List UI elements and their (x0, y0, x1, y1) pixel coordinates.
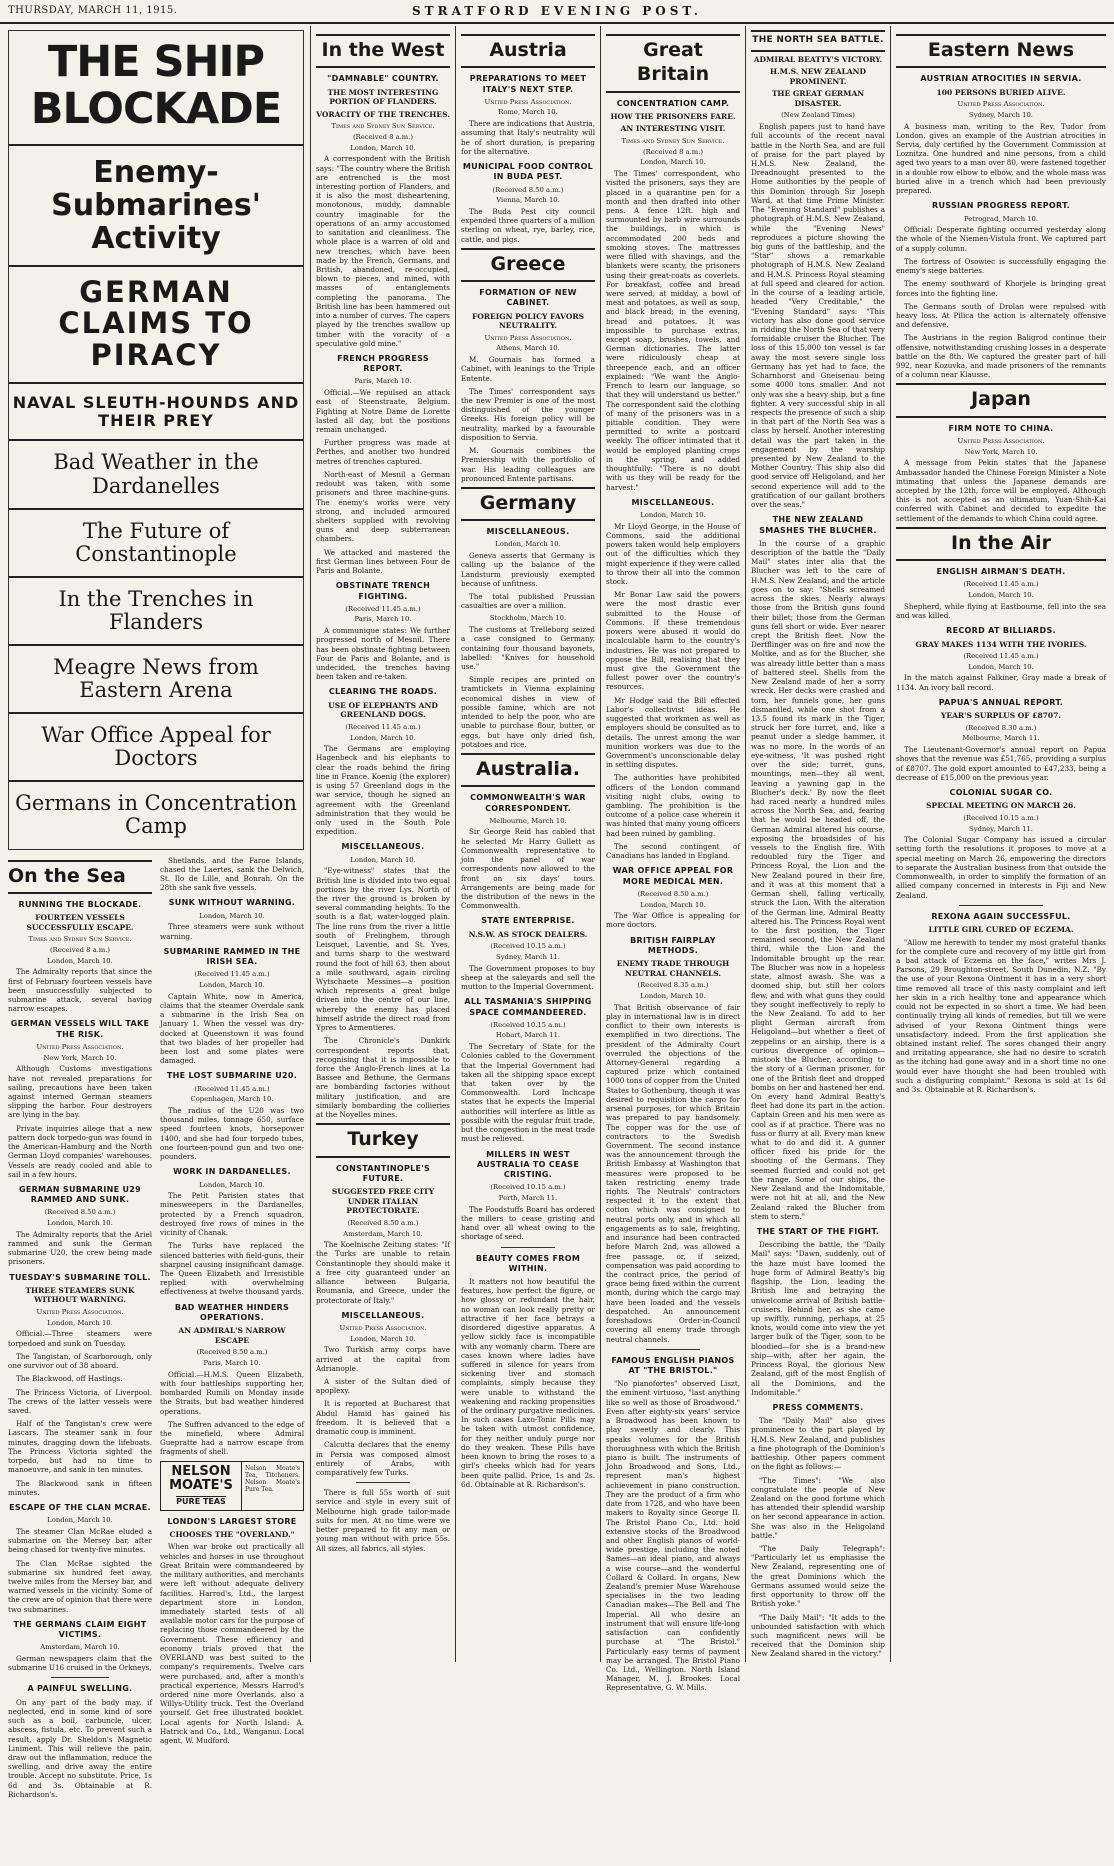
paper-title: STRATFORD EVENING POST. (412, 4, 702, 18)
headline: SUBMARINE RAMMED IN THE IRISH SEA. (163, 946, 301, 967)
paragraph: The steamer Clan McRae eluded a submarine on the Mersey bar, after being chased for twenty-five minutes. (8, 1526, 152, 1555)
dateline: Sydney, March 11. (969, 824, 1033, 833)
headline-box (8, 30, 304, 850)
dateline: Perth, March 11. (498, 1193, 558, 1202)
source-line: United Press Association. (957, 100, 1045, 109)
paragraph: "The Daily Mail": "It adds to the unbounded satisfaction with which such magnificent news will be received that the Dominion ship New Zealand shared in the victory." (751, 1612, 885, 1659)
paragraph: The Austrians in the region Baligrod continue their offensive, notwithstanding crushing losses in a desperate battle on the 8th. We captured the greater part of hill 992, near Kozuvka, and made prisoners of the remnants of a column near Klausse. (896, 333, 1106, 380)
received-line: (Received 11.45 a.m.) (194, 1084, 270, 1093)
ad-headline: LONDON'S LARGEST STORE (167, 1516, 297, 1526)
headline-7: In the Trenches in Flanders (9, 578, 303, 646)
divider (646, 1349, 700, 1350)
dateline: London, March 10. (640, 158, 706, 167)
ad-subheadline: CHOOSES THE "OVERLAND." (169, 1529, 295, 1539)
dateline: London, March 10. (968, 662, 1034, 671)
logo-line: MOATE'S (169, 1478, 233, 1494)
ad-paragraph: "Allow me herewith to tender my most grateful thanks for the complete cure and recovery of my little girl from a bad attack of Eczema on the face," writes Mrs J. Parsons, 29 Broughton-street, South Dunedin, N.Z. "By the use of your Rexona Ointment it has in a very short time removed all trace of this nasty complaint and left her skin in a rich healthy tone and appearance which could not be expected in so short a time. We had been continually trying all kinds of remedies, but till we were advised of your Rexona Ointment things were unsatisfactory indeed. From the first application she obtained instant relief. The sores changed their angry and irritating appearance, she had no desire to scratch as the itching had gone away and in a short time no one would ever have thought she had been troubled with such a disfiguring complaint." Rexona is sold at 1s 6d and 3s. Obtainable at R. Richardson's. (896, 937, 1106, 1095)
headline: THE START OF THE FIGHT. (756, 1227, 880, 1237)
main-headline: THE SHIP BLOCKADE (9, 31, 303, 146)
dateline: London, March 10. (47, 956, 113, 965)
subheadline: HOW THE PRISONERS FARE. (610, 111, 736, 121)
paragraph: The Times' correspondent says the new Premier is one of the most distinguished of the younger Greeks. His foreign policy will be neutrality, marked by a favourable disposition to Servia. (461, 386, 595, 442)
column-north-sea (751, 30, 885, 1662)
paragraph: There are indications that Austria, assuming that Italy's neutrality will be of short duration, is preparing for the alternative. (461, 119, 595, 156)
front-column (8, 30, 304, 1799)
paragraph: The Suffren advanced to the edge of the minefield, where Admiral Guepratte had a narrow escape from fragments of shell. (160, 1419, 304, 1457)
paragraph: The Tangistan, of Scarborough, only one survivor out of 38 aboard. (8, 1351, 152, 1371)
dateline: Melbourne, March 10. (489, 816, 567, 825)
headline: WORK IN DARDANELLES. (173, 1167, 291, 1177)
subheadline: ENEMY TRADE THROUGH NEUTRAL CHANNELS. (616, 959, 730, 978)
ad-headline: A PAINFUL SWELLING. (27, 1684, 133, 1694)
logo-line: PURE TEAS (176, 1496, 226, 1506)
dateline: Paris, March 10. (203, 1359, 261, 1367)
dateline: London, March 10. (199, 980, 265, 989)
headline: THE LOST SUBMARINE U20. (166, 1071, 298, 1081)
paragraph: Two Turkish army corps have arrived at the capital from Adrianople. (316, 1345, 450, 1373)
dateline: London, March 10. (350, 1334, 416, 1343)
headline: BRITISH FAIRPLAY METHODS. (630, 935, 716, 955)
section-in-the-west: In the West (316, 34, 450, 68)
headline: COLONIAL SUGAR CO. (949, 788, 1053, 797)
subheadline: AN ADMIRAL'S NARROW ESCAPE (178, 1326, 286, 1345)
headline: PREPARATIONS TO MEET ITALY'S NEXT STEP. (469, 74, 587, 94)
paragraph: Shepherd, while flying at Eastbourne, fell into the sea and was killed. (896, 601, 1106, 621)
received-line: (Received 8.30 a.m.) (965, 723, 1037, 732)
paragraph: The Koelnische Zeitung states: "If the Turks are unable to retain Constantinople they should make it a free city guaranteed under an alliance between Bulgaria, Roumania, and Greece, under the protectorate of Italy." (316, 1240, 450, 1305)
paragraph: The Germans are employing Hagenbeck and his elephants to clear the roads behind the firing line in France. Koenig (the explorer) is using 57 Greenland dogs in the war service, though he signed an agreement with the Greenland administration that they would be only used in the South Pole expedition. (316, 744, 450, 837)
dateline: New York, March 10. (964, 447, 1038, 456)
received-line: (Received 11.45 a.m.) (345, 722, 421, 731)
paragraph: A business man, writing to the Rev. Tudor from London, gives an example of the Austrian atrocities in Servia, duly certified by the Government Commission at Loznitza. One hundred and nine persons, from a child aged two years to a man over 80, were fastened together in a double row elbow to elbow, and the whole mass was buried alive in a trench which had been previously prepared. (896, 121, 1106, 196)
headline-10: Germans in Concentration Camp (15, 791, 297, 839)
subheadline: THREE STEAMERS SUNK WITHOUT WARNING. (25, 1285, 135, 1305)
section-on-the-sea: On the Sea (8, 860, 152, 894)
paragraph: The Petit Parisien states that minesweepers in the Dardanelles, protected by a French squadron, destroyed five rows of mines in the vicinity of Chanak. (160, 1191, 304, 1238)
paragraph: In the course of a graphic description of the battle the "Daily Mail" states inter alia that the Blucher was left to the care of H.M.S. New Zealand, and the article goes on to say: "Shells screamed across the skies. Nearly always those from the British guns found their billet; those from the German guns fell short or wide. Ever nearer crept the British fleet. Now the Derfflinger was on fire and now the Moltke, and as for the Blucher, she was already little better than a mass of battered steel. Shells from the New Zealand made of her a sorry wreck. Her decks were crashed and torn, her funnels gone, her guns dismantled, while one shot from a 13.5 found its mark in the Tiger, struck her fore turret, and, like a peanut under a sledge hammer, it was no more. In the words of an eye-witness, 'It was pushed right over the side; turret, guns, mountings, men—they all went, leaving a yawning gap in the Blucher's deck.' By now the fleet had raced nearly a hundred miles across the North Sea, and, fearing that he would be headed off, the German Admiral altered his course, exposing the broadsides of his vessels to the English fire. With redoubled fury the Tiger and Princess Royal, the Lion and the New Zealand poured in their fire, and it was at this moment that a German shell, falling vertically, struck the Lion. With the alteration of the German line, Admiral Beatty altered his. The Princess Royal went to the first position, the Tiger remained second, the New Zealand third, while the Lion and the Indomitable brought up the rear. The Blucher was now in a hopeless state, almost awash. She was a doomed ship, but still her colors flew, and with what guns they could they sought ineffectively to reply to the New Zealand. To add to her plight German aircraft from Heligoland—but whether a fleet of zeppelins or an airship, there is a curious divergence of opinion—mistook the Blucher, according to the story of a German prisoner, for one of the British fleet and dropped bombs on her and hastened her end. On every hand Admiral Beatty's fleet had done its part in the action. Captain Green and his men were as cool as if at practice. There was no fuss or flurry at all. Every man knew what to do and did it. A gunner officer fixed his pride for the shooting of the Germans. They seemed flurried and could not get the range. Some of our ships, the New Zealand and the Indomitable, were not hit at all, and the New Zealand raked the Blucher from stem to stern." (751, 538, 885, 1221)
headline: MISCELLANEOUS. (486, 527, 570, 537)
source-line: United Press Association. (36, 1308, 124, 1317)
received-line: (Received 8.50 a.m.) (196, 1348, 268, 1357)
dateline: London, March 10. (47, 1516, 113, 1525)
ad-subheadline: LITTLE GIRL CURED OF ECZEMA. (928, 924, 1074, 934)
paragraph: Further progress was made at Perthes, and another two hundred metres of trenches captured. (316, 438, 450, 466)
paragraph: The Admiralty reports that since the first of February fourteen vessels have been unsuccessfully subjected to submarine attack, several having narrow escapes. (8, 967, 152, 1014)
ad-paragraph: On any part of the body may, if neglected, end in some kind of sore such as a boil, carbuncle, ulcer, abscess, fistula, etc. To prevent such a result, apply Dr. Sheldon's Magnetic Liniment. This will relieve the pain, draw out the inflammation, reduce the swelling, and drive away the entire trouble. Accept no substitute. Price, 1s 6d and 3s. Obtainable at R. Richardson's. (8, 1697, 152, 1799)
headline: AUSTRIAN ATROCITIES IN SERVIA. (920, 74, 1082, 84)
headline: THE NORTH SEA BATTLE. (751, 30, 885, 52)
section-austria: Austria (461, 34, 595, 68)
paragraph: The Germans south of Drolan were repulsed with heavy loss. At Pilica the action is alternately offensive and defensive. (896, 301, 1106, 330)
ad-headline: BEAUTY COMES FROM WITHIN. (475, 1253, 581, 1273)
headline-9: War Office Appeal for Doctors (9, 714, 303, 782)
subheadline: USE OF ELEPHANTS AND GREENLAND DOGS. (328, 700, 438, 720)
headline: ENGLISH AIRMAN'S DEATH. (936, 567, 1066, 577)
received-line: (Received 11.45 a.m.) (345, 604, 421, 613)
received-line: (Received 10.15 a.m.) (490, 1020, 566, 1029)
section-in-the-air: In the Air (896, 527, 1106, 561)
paragraph: North-east of Mesnil a German redoubt was taken, with some prisoners and three machine-guns. The enemy's works were very strong, and included armoured shelters supplied with revolving guns and deep subterranean chambers. (316, 469, 450, 544)
column-west (316, 30, 450, 1662)
headline-8: Meagre News from Eastern Arena (9, 646, 303, 714)
column-rule (745, 26, 746, 1662)
paragraph: Official.—We repulsed an attack east of Steenstraate, Belgium. Fighting at Notre Dame de Lorette lasted all day, but the positions remain unchanged. (316, 388, 450, 435)
headline: BAD WEATHER HINDERS OPERATIONS. (174, 1302, 290, 1322)
dateline: London, March 10. (640, 991, 706, 1000)
paragraph: Private inquiries allege that a new pattern dock torpedo-gun was found in the American-Hamburg and the North German Lloyd companies' warehouses. Vessels are ready cooled and able to sail in a few hours. (8, 1123, 152, 1179)
paragraph: Official: Desperate fighting occurred yesterday along the whole of the Niemen-Vistula front. We captured part of a supply column. (896, 225, 1106, 253)
subheadline: GRAY MAKES 1134 WITH THE IVORIES. (915, 639, 1087, 649)
paragraph: "Eye-witness" states that the British line is divided into two equal portions by the river Lys. North of the river the ground is broken by several commanding heights. To the south is a flat, water-logged plain. The line runs from the river a little south of Frelinghem, through Leisquet, Laventie, and St. Yves, and turns sharp to the westward round the foot of hill 63, then about a mile southward, again circling Wytschaete Messines—a position which represents a great bulge driven into the centre of our line, whereby the enemy has placed himself astride the direct road from Ypres to Armentieres. (316, 866, 450, 1033)
paragraph: The Princess Victoria, of Liverpool. The crews of the latter vessels were saved. (8, 1387, 152, 1415)
received-line: (Received 10.15 a.m.) (490, 942, 566, 951)
paragraph: The Government proposes to buy sheep at the saleyards and sell the mutton to the Imperial Government. (461, 963, 595, 992)
subheadline: H.M.S. NEW ZEALAND PROMINENT. (769, 67, 867, 86)
headline: STATE ENTERPRISE. (481, 916, 575, 926)
headline: TUESDAY'S SUBMARINE TOLL. (9, 1272, 151, 1282)
headline: ESCAPE OF THE CLAN MCRAE. (9, 1502, 151, 1512)
headline: RECORD AT BILLIARDS. (946, 626, 1056, 636)
headline-3: GERMAN CLAIMS TO PIRACY (9, 267, 303, 385)
divider (356, 1482, 410, 1483)
source-line: Times and Sydney Sun Service. (621, 137, 725, 146)
paragraph: Mr Bonar Law said the powers were the most drastic ever submitted to the House of Commons. If these tremendous powers were abused it would do incalculable harm to the country's industries. He was not prepared to oppose the Bill, realising that they must give the Government the fullest power over the country's resources. (606, 590, 740, 692)
masthead (0, 0, 1114, 24)
section-turkey: Turkey (316, 1123, 450, 1157)
dateline: Paris, March 10. (354, 377, 412, 386)
received-line: (Received 8 a.m.) (49, 946, 111, 954)
dateline: Paris, March 10. (354, 615, 412, 624)
divider (51, 1677, 109, 1678)
received-line: (Received 8 a.m.) (642, 147, 704, 156)
dateline: Petrograd, March 10. (963, 214, 1039, 223)
dateline: London, March 10. (968, 591, 1034, 600)
column-austria (461, 30, 595, 1662)
dateline: London, March 10. (47, 1219, 113, 1228)
section-australia: Australia. (461, 753, 595, 787)
paragraph: Shetlands, and the Faroe Islands, chased the Laertes, sank the Delwich, St. Ilo de Lille, and Bonrah. On the 28th she sank five vessels. (160, 855, 304, 893)
ad-text: Nelson Moate's Tea, Titcheners. Nelson Moate's Pure Tea. (245, 1464, 300, 1494)
dateline: Amsterdam, March 10. (40, 1643, 120, 1652)
paragraph: "The Daily Telegraph": "Particularly let us emphasise the New Zealand, representing one of the great Dominions which the Germans assumed would seize the first opportunity to throw off the British yoke." (751, 1544, 885, 1609)
paragraph: The Blackwood sank in fifteen minutes. (8, 1478, 152, 1497)
headline: FIRM NOTE TO CHINA. (948, 423, 1054, 433)
column-great-britain (606, 30, 740, 1693)
paragraph: That British observance of fair play in international law is in direct conflict to their own interests is exemplified in two directions. The president of the Admiralty Court overruled the objections of the Attorney-General regarding a captured prize which contained 1000 tons of copper from the United States to Gothenburg, though it was desired to requisition the cargo for arsenal purposes, for which Britain was prepared to pay handsomely. The copper was for the use of contractors to the Swedish Government. The second instance was the announcement through the British Embassy at Washington that measures were proposed to be taken restricting enemy trade rights. The Neutrals' contractors respected it to the extent that cotton which was consigned to neutral ports only, and in which all engagements as to sale, freighting, and insurance had been contracted before March 2nd, was allowed a free passage, or, if seized, compensation was paid according to the contract price, the period of grace being fixed within the current month, during which the cargo may have been loaded and the vessels despatched. An announcement foreshadows Order-in-Council covering all enemy trade through neutral channels. (606, 1002, 740, 1344)
headline-4: NAVAL SLEUTH-HOUNDS AND THEIR PREY (9, 384, 303, 441)
headline: GERMAN SUBMARINE U29 RAMMED AND SUNK. (18, 1184, 142, 1205)
headline: ALL TASMANIA'S SHIPPING SPACE COMMANDEERED. (464, 997, 592, 1017)
paragraph: The radius of the U20 was two thousand miles, tonnage 650, surface speed fourteen knots, horsepower 1400, and she had four torpedo tubes, one fourteen-pound gun and two one-pounders. (160, 1106, 304, 1162)
subheadline: THE MOST INTERESTING PORTION OF FLANDERS. (327, 87, 439, 107)
divider (959, 905, 1043, 906)
source-line: Times and Sydney Sun Service. (331, 122, 435, 131)
headline-6: The Future of Constantinople (9, 510, 303, 578)
received-line: (Received 8.35 a.m.) (637, 981, 709, 990)
dateline: London, March 10. (199, 911, 265, 920)
headline: MILLERS IN WEST AUSTRALIA TO CEASE CRISTING. (476, 1149, 580, 1180)
subheadline: 100 PERSONS BURIED ALIVE. (936, 87, 1066, 97)
received-line: (Received 8.50 a.m.) (637, 889, 709, 898)
paragraph: A correspondent with the British says: "The country where the British are entrenched is the most interesting portion of Flanders, and it is also the most disheartening, monotonous, muddy, damnable country imaginable for the operations of an army accustomed to sanitation and cleanliness. The whole place is a warren of old and new trenches, which have been made by the French, Germans, and British, abandoned, re-occupied, blown to pieces, and mined, with masses of entanglements completing the panorama. The British line has been hammered out into a number of curves. The capers played by the trenches swallow up timber with the voracity of a speculative gold mine." (316, 154, 450, 348)
headline: THE NEW ZEALAND SMASHES THE BLUCHER. (759, 515, 877, 535)
subheadline: ADMIRAL BEATTY'S VICTORY. (753, 54, 883, 64)
received-line: (Received 11.45 a.m.) (963, 580, 1039, 589)
dateline: London, March 10. (350, 733, 416, 742)
dateline: London, March 10. (495, 540, 561, 549)
dateline: Melbourne, March 11. (962, 734, 1040, 743)
received-line: (Received 8 a.m.) (352, 133, 414, 142)
section-eastern-news: Eastern News (896, 34, 1106, 68)
subheadline: YEAR'S SURPLUS OF £8707. (941, 711, 1061, 721)
paragraph: The Blackwood, off Hastings. (16, 1374, 123, 1384)
source-line: United Press Association. (484, 97, 572, 106)
paragraph: Half of the Tangistan's crew were Lascars. The steamer sank in four minutes, dragging down the lifeboats. The Princess Victoria sighted the torpedo, but had no time to manoeuvre, and sank in ten minutes. (8, 1419, 152, 1475)
sub-column-2 (160, 856, 304, 1866)
paragraph: M. Gournais has formed a Cabinet, with leanings to the Triple Entente. (461, 355, 595, 383)
paragraph: The Admiralty reports that the Ariel rammed and sunk the German submarine U20, the crew being made prisoners. (8, 1229, 152, 1267)
issue-date: THURSDAY, MARCH 11, 1915. (8, 5, 178, 16)
headline: GERMAN VESSELS WILL TAKE THE RISK. (10, 1019, 150, 1039)
paragraph: Sir George Reid has cabled that he selected Mr Harry Gullett as Commonwealth representative to join the panel of war correspondents now allowed to the front on six days' tours. Arrangements are being made for the distribution of the news in the Commonwealth. (461, 827, 595, 911)
headline: CONCENTRATION CAMP. (616, 98, 730, 108)
headline: FORMATION OF NEW CABINET. (479, 288, 577, 308)
paragraph: A message from Pekin states that the Japanese Ambassador handed the Chinese Foreign Minister a Note intimating that unless the Japanese demands are accepted by the 12th, force will be employed. Although this is not accepted as an ultimatum, Yuan-Shih-Kai conferred with Cabinet and decided to expedite the settlement of the demands to which China could agree. (896, 458, 1106, 523)
headline: COMMONWEALTH'S WAR CORRESPONDENT. (470, 793, 586, 813)
headline: SUNK WITHOUT WARNING. (168, 898, 296, 908)
headline-2: Enemy-Submarines' Activity (9, 146, 303, 267)
paragraph: The Turks have replaced the silenced batteries with field-guns, their sharpnel causing insignificant damage. The Queen Elizabeth and Irresistible replied with overwhelming effectiveness at twelve thousand yards. (160, 1241, 304, 1297)
paragraph: Official.—H.M.S. Queen Elizabeth, with four battleships supporting her, bombarded Rumili on Monday inside the Straits, but bad weather hindered operations. (160, 1369, 304, 1416)
section-greece: Greece (461, 248, 595, 282)
column-rule (310, 26, 311, 1662)
headline: MISCELLANEOUS. (631, 497, 715, 507)
paragraph: English papers just to hand have full accounts of the recent naval battle in the North Sea, and are full of praise for the part played by H.M.S. New Zealand, the Dreadnought presented to the Home authorities by the people of this Dominion through Sir Joseph Ward, at that time Prime Minister. The "Evening Standard" publishes a photograph of H.M.S. New Zealand, while the "Evening News" reproduces a picture showing the big guns of the battleship, and the "Star" shows a remarkable photograph of H.M.S. New Zealand and H.M.S. Princess Royal steaming at full speed and cleared for action. In the course of a leading article, headed "Very Creditable," the "Evening Standard" says: "This victory has also done good service in ridding the North Sea of that very formidable cruiser the Blucher. The loss of this 15,000 ton vessel is far away the most severe single loss Germany has yet had to face, the Scharnhorst and Gneisenau being some 4000 tons smaller. And not only was she a heavy ship, but a fine fighter. A very successful ship in all respects the presence of such a ship in that part of the North Sea was a class by herself. Another interesting detail was the part taken in the engagement by the warship presented by New Zealand to the Mother Country. This ship also did good service off Heligoland, and her second experience will add to the gratification of our gallant brothers over the seas." (751, 122, 885, 510)
paragraph: A communique states: We further progressed north of Mesnil. There has been obstinate fighting between Four de Paris and Bolante, and is undecided, the trenches having been taken and re-taken. (316, 626, 450, 682)
paragraph: German newspapers claim that the submarine U16 cruised in the Orkneys, (8, 1654, 152, 1673)
paragraph: The War Office is appealing for more doctors. (606, 911, 740, 930)
headline: RUNNING THE BLOCKADE. (18, 899, 142, 909)
section-great-britain: Great Britain (606, 34, 740, 93)
received-line: (Received 11.45 a.m.) (194, 970, 270, 979)
paragraph: The second contingent of Canadians has landed in England. (606, 841, 740, 861)
tea-advertisement (160, 1461, 304, 1511)
paragraph: The Foodstuffs Board has ordered the millers to cease gristing and hand over all wheat owing to the shortage of seed. (461, 1204, 595, 1242)
paragraph: The fortress of Osowiec is successfully engaging the enemy's siege batteries. (896, 256, 1106, 276)
section-germany: Germany (461, 487, 595, 521)
headline: FRENCH PROGRESS REPORT. (337, 353, 429, 374)
headline: THE GERMANS CLAIM EIGHT VICTIMS. (13, 1619, 147, 1640)
paragraph: The authorities have prohibited officers of the London command visiting night clubs, owing to gambling. The prohibition is the outcome of a police case wherein it was hinted that many young officers had been ruined by gambling. (606, 773, 740, 838)
headline: PRESS COMMENTS. (772, 1402, 864, 1412)
dateline: London, March 10. (640, 511, 706, 519)
paragraph: In the match against Falkiner, Gray made a break of 1134. An ivory ball record. (896, 673, 1106, 692)
ad-paragraph: It matters not how beautiful the features, how perfect the figure, or how glossy or redundant the hair, no woman can look really pretty or attractive if her face betrays a disordered digestive apparatus. A yellow sickly face is incompatible with any womanly charm. There are cases known where ladies have suffered in silence for years from sickening liver and stomach complaints, simply because they were unable to withstand the weakening and racking propensities of the ordinary purgative medicines. In such cases Laxo-Tonic Pills may be taken with utmost confidence, for they neither unduly purge nor do they weaken. These Pills have been known to bring the roses to a girl's cheeks which had for years been quite pallid. Price, 1s and 2s. 6d. Obtainable at R. Richardson's. (461, 1276, 595, 1489)
subheadline: VORACITY OF THE TRENCHES. (316, 109, 450, 119)
ad-paragraph: When war broke out practically all vehicles and horses in use throughout Great Britain were commandeered by the military authorities, and merchants were left without adequate delivery facilities. Harrod's, Ltd., the largest department store in London, immediately started tests of all available motor cars for the purpose of replacing those commandeered by the Government. These efficiency and economy trials proved that the OVERLAND was best suited to the company's requirements. Twelve cars were purchased, and, after a month's practical experience, Messrs Harrod's ordered nine more Overlands, also a Willys-Utility truck. Test the Overland yourself. Get free illustrated booklet. Local agents for North Island: A. Hatrick and Co., Ltd., Wanganui. Local agent, W. Mudford. (160, 1542, 304, 1746)
divider (501, 1247, 555, 1248)
dateline: Hobart, March 11. (495, 1031, 561, 1040)
dateline: London, March 10. (350, 855, 416, 864)
paragraph: The Lieutenant-Governor's annual report on Papua shows that the revenue was £51,765, providing a surplus of £8707. The gold export amounted to £47,233, being a decrease of £15,000 on the previous year. (896, 745, 1106, 782)
dateline: London, March 10. (350, 143, 416, 152)
ad-headline: REXONA AGAIN SUCCESSFUL. (931, 911, 1071, 921)
dateline: Sydney, March 11. (496, 952, 560, 961)
headline: CONSTANTINOPLE'S FUTURE. (335, 1163, 431, 1183)
dateline: London, March 10. (640, 900, 706, 909)
paragraph: Although Customs investigations have not revealed preparations for sailing, precautions have been taken against interned German steamers slipping the harbor. Four destroyers are lying in the bay. (8, 1064, 152, 1120)
received-line: (Received 10.15 a.m.) (490, 1183, 566, 1192)
received-line: (Received 8.50 a.m.) (492, 185, 564, 194)
headline: RUSSIAN PROGRESS REPORT. (931, 201, 1070, 211)
paragraph: The Clan McRae sighted the submarine six hundred feet away, twelve miles from the Mersey bar, and warned vessels in the vicinity. Some of the crew are of opinion that there were two submarines. (8, 1558, 152, 1614)
paragraph: M. Gournais combines the Premiership with the portfolio of war. His leading colleagues are pronounced Entente partisans. (461, 446, 595, 483)
column-rule (455, 26, 456, 1662)
paragraph: Geneva asserts that Germany is calling up the balance of the Landsturm previously exempted because of unfitness. (461, 551, 595, 588)
section-japan: Japan (896, 383, 1106, 417)
column-eastern-news (896, 30, 1106, 1662)
received-line: (Received 10.15 a.m.) (963, 813, 1039, 822)
paragraph: Mr Hodge said the Bill effected Labor's collectivist ideas. He suggested that workmen as well as employers should be consulted as to details. The unrest among the war munition workers was due to the Government's unconscionable delay in settling disputes. (606, 695, 740, 770)
sub-column-1 (8, 856, 152, 1866)
headline: MISCELLANEOUS. (341, 1310, 425, 1320)
logo-line: NELSON (171, 1463, 231, 1479)
paragraph: The Colonial Sugar Company has issued a circular setting forth the resolutions it proposes to move at a special meeting on March 26, empowering the directors to separate the Australian business from that outside the Commonwealth, in order to simplify the formation of an allied company concerned in interests in Fiji and New Zealand. (896, 835, 1106, 900)
source-line: United Press Association. (484, 333, 572, 342)
source-line: United Press Association. (339, 1323, 427, 1332)
paragraph: A sister of the Sultan died of apoplexy. (316, 1377, 450, 1396)
column-rule (600, 26, 601, 1662)
paragraph: The enemy southward of Khorjele is bringing great forces into the fighting line. (896, 279, 1106, 298)
paragraph: "The Times": "We also congratulate the people of New Zealand on the good fortune which has attended their splendid warship on her second appearance in action. She was also in the Heligoland battle." (751, 1475, 885, 1540)
column-rule (890, 26, 891, 1662)
headline: PAPUA'S ANNUAL REPORT. (938, 697, 1064, 707)
subheadline: SUGGESTED FREE CITY UNDER ITALIAN PROTECTORATE. (331, 1187, 435, 1216)
headline-5: Bad Weather in the Dardanelles (9, 441, 303, 509)
headline: "DAMNABLE" COUNTRY. (327, 74, 439, 84)
subheadline: SPECIAL MEETING ON MARCH 26. (926, 801, 1076, 811)
source-line: Times and Sydney Sun Service. (28, 935, 132, 944)
paragraph: Describing the battle, the "Daily Mail" says: "Dawn, suddenly, out of the haze must have loomed the huge form of Admiral Beatty's big flagship, the Lion, leading the British line and betraying the unwelcome arrival of British battle-cruisers. Behind her, as she came up swiftly, running, perhaps, at 25 knots, would come into view the yet larger bulk of the Tiger, soon to be bloodied—for she is a brand-new ship—with, after her again, the Princess Royal, the glorious New Zealand, gift of the most English of all the Dominions, and the Indomitable." (751, 1240, 885, 1397)
dateline: Athens, March 10. (496, 344, 560, 353)
paragraph: We attacked and mastered the first German lines between Four de Paris and Bolante. (316, 547, 450, 576)
dateline: London, March 10. (47, 1318, 113, 1327)
paragraph: Captain White, now in America, claims that the steamer Overdale sank a submarine in the Irish Sea on January 1. When the vessel was dry-docked at Queenstown it was found that two blades of her propeller had been lost and some plates were damaged. (160, 991, 304, 1066)
paragraph: Mr Lloyd George, in the House of Commons, said the additional powers taken would help employers out of the difficulties which they might experience if they were called to throw their all into the common stock. (606, 521, 740, 586)
dateline: Vienna, March 10. (496, 196, 560, 205)
received-line: (Received 11.45 a.m.) (963, 652, 1039, 661)
source-line: United Press Association. (36, 1042, 124, 1051)
paragraph: The customs at Trelleborg seized a case consigned to Germany, containing four thousand bayonets, labelled: "Knives for household use." (461, 625, 595, 672)
ad-paragraph: "No pianofortes" observed Liszt, the eminent virtuoso, "last anything like so well as those of Broadwood." Even after eighty-six years' service a Broadwood has been known to play sweetly and clearly. This speaks volumes for the British thoroughness with which the British piano is built. The instruments of John Broadwood and Sons, Ltd., represent man's highest achievement in piano construction. They are the product of a firm who date from 1728, and who have been makers to Royalty since George II. The Bristol Piano Co., Ltd. hold extensive stocks of the Broadwood and other English pianos of world-wide prestige, including the noted Sames—an ideal piano, and always a wise course—and the wonderful Collard & Collard. In organs, New Zealand's premier Muse Warehouse specialises in the two leading Canadian makes—The Bell and The Imperial. All who desire an instrument that will ensure life-long satisfaction can confidently purchase at "The Bristol." Particularly easy terms of payment may be arranged. The Bristol Piano Co. Ltd., Wellington. North Island Manager, M. J. Brookes. Local Representative, G. W. Mills. (606, 1379, 740, 1693)
paragraph: The Buda Pest city council expended three quarters of a million sterling on wheat, rye, barley, rice, cattle, and pigs. (461, 206, 595, 244)
headline: OBSTINATE TRENCH FIGHTING. (335, 581, 431, 601)
headline: CLEARING THE ROADS. (328, 687, 438, 697)
dateline: Rome, March 10. (498, 108, 558, 117)
paragraph: The Chronicle's Dunkirk correspondent reports that, recognising that it is impossible to force the Anglo-French lines at La Bassee and Bethune, the Germans are bombarding factories without military justification, and are similarly bombarding the collieries at the Noyelles mines. (316, 1036, 450, 1120)
paragraph: It is reported at Bucharest that Abdul Hamid has gained his freedom. It is believed that a dramatic coup is imminent. (316, 1399, 450, 1437)
paragraph: Official.—Three steamers were torpedoed and sunk on Tuesday. (8, 1329, 152, 1348)
dateline: Sydney, March 10. (969, 110, 1033, 119)
subheadline: FOURTEEN VESSELS SUCCESSFULLY ESCAPE. (26, 913, 134, 932)
paragraph: Three steamers were sunk without warning. (160, 922, 304, 941)
paragraph: Simple recipes are printed on tramtickets in Vienna explaining economical dishes in view of possible famine, which are not intended to help the poor, who are unable to purchase flour, butter, or eggs, but have only dried fish, potatoes and rice. (461, 675, 595, 749)
received-line: (Received 8.50 a.m.) (347, 1218, 419, 1227)
dateline: Amsterdam, March 10. (343, 1229, 423, 1238)
paragraph: The Secretary of State for the Colonies cabled to the Government that the Imperial Government had taken all the shipping space except that taken over by the Commonwealth. Lord Inchcape states that he expects the Imperial authorities will interfere as little as possible with the regular fruit trade, but the congestion in the meat trade must be relieved. (461, 1042, 595, 1144)
source-line: United Press Association. (957, 437, 1045, 446)
source-line: (New Zealand Times) (781, 111, 855, 120)
ad-paragraph: There is full 55s worth of suit service and style in every suit of Melbourne high grade tailor-made suits for men. At no time were we better prepared to fit any man or young man without with price 55s. All sizes, all fabrics, all styles. (316, 1488, 450, 1553)
received-line: (Received 8.50 a.m.) (44, 1208, 116, 1217)
dateline: Copenhagen, March 10. (190, 1095, 274, 1104)
headline: MUNICIPAL FOOD CONTROL IN BUDA PEST. (462, 162, 594, 182)
dateline: Stockholm, March 10. (489, 614, 567, 623)
tea-logo (161, 1462, 242, 1510)
paragraph: The Times' correspondent, who visited the prisoners, says they are placed in a quarantine pen for a month and then drafted into other pens. A fence 12ft. high and surmounted by barb wire surrounds the buildings, in which is accommodated 200 beds and smoking stoves. The mattresses were filled with shavings, and the blankets were scanty, the prisoners using their great-coats as coverlets. For breakfast, coffee and bread were served; at midday, a bowl of meat and potatoes, as well as soup, and black bread; in the evening, bread and potatoes. It was impossible to purchase extras, except soap, brushes, towels, and German dictionaries. The latter were ridiculously cheap at threepence each, and an officer explained: "We want the Anglo-French to learn our language, so that they will understand us better." The correspondent said the clothing of many of the prisoners was in a pitiable condition. They were permitted to write a postcard weekly. The officer intimated that it would be employed planting crops in the spring, and added thoughtfully: "There is no doubt with us they will be ready for the harvest." (606, 169, 740, 492)
ad-headline: FAMOUS ENGLISH PIANOS AT "THE BRISTOL." (611, 1355, 735, 1375)
subheadline: FOREIGN POLICY FAVORS NEUTRALITY. (471, 311, 585, 331)
subheadline: N.S.W. AS STOCK DEALERS. (468, 929, 588, 939)
headline: WAR OFFICE APPEAL FOR MORE MEDICAL MEN. (612, 866, 734, 886)
paragraph: Calcutta declares that the enemy in Persia was composed almost entirely of Arabs, with comparatively few Turks. (316, 1440, 450, 1477)
paragraph: The total published Prussian casualties are over a million. (461, 592, 595, 611)
subheadline: THE GREAT GERMAN DISASTER. (771, 89, 865, 108)
dateline: New York, March 10. (43, 1053, 117, 1062)
subheadline: AN INTERESTING VISIT. (620, 124, 726, 134)
dateline: London, March 10. (199, 1180, 265, 1189)
paragraph: The "Daily Mail" also gives prominence to the part played by H.M.S. New Zealand, and publishes a fine photograph of the Dominion's battleship. Other papers comment on the fight as follows:— (751, 1416, 885, 1472)
headline: MISCELLANEOUS. (341, 842, 425, 852)
